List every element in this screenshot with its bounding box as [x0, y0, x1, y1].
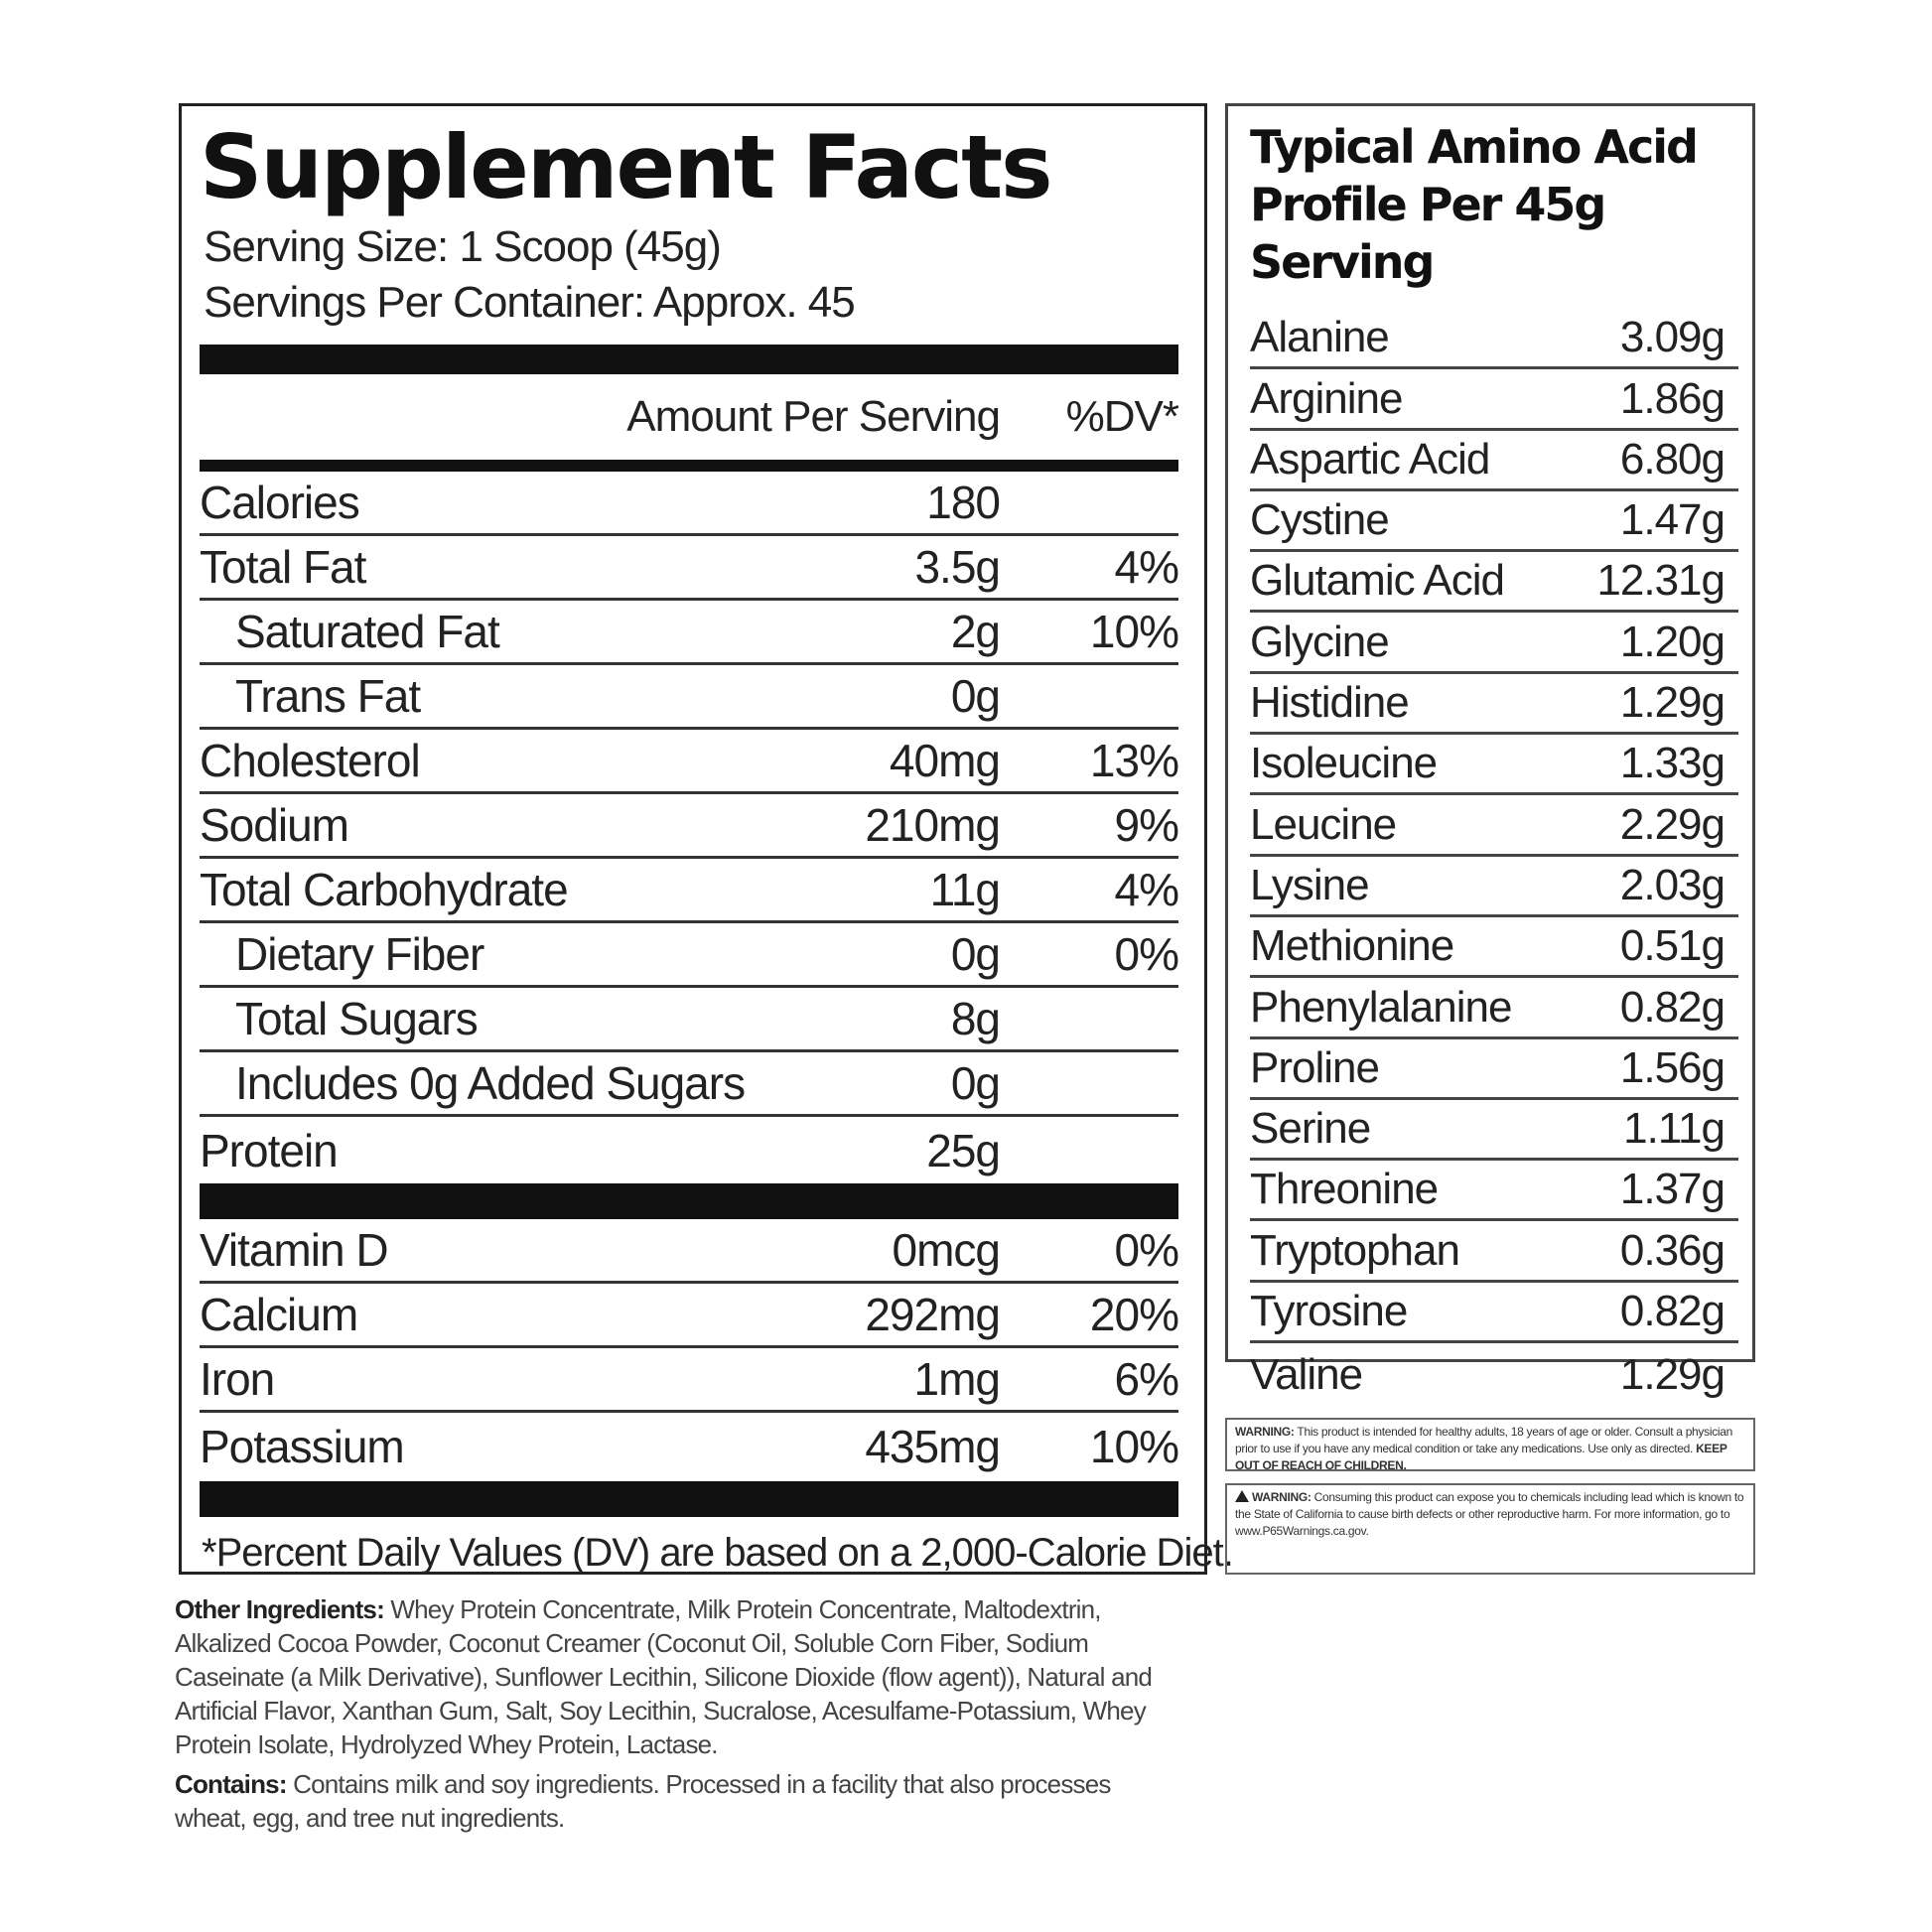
nutrient-amount: 0g: [950, 928, 1000, 980]
amino-name: Proline: [1250, 1042, 1379, 1092]
amino-name: Histidine: [1250, 678, 1409, 728]
warning-bold-text: KEEP OUT OF REACH OF CHILDREN.: [1235, 1442, 1727, 1472]
nutrient-row: [200, 730, 1178, 794]
amino-row: [1250, 613, 1738, 673]
amino-row: [1250, 674, 1738, 735]
nutrient-label: Total Carbohydrate: [200, 864, 568, 915]
nutrient-amount: 25g: [926, 1125, 1000, 1176]
nutrient-amount: 2g: [950, 606, 1000, 657]
amino-row: [1250, 735, 1738, 795]
dv-footnote: *Percent Daily Values (DV) are based on a 2,000-Calorie Diet.: [202, 1531, 1233, 1575]
nutrient-amount: 0g: [950, 670, 1000, 722]
nutrient-amount: 40mg: [889, 735, 1000, 786]
divider-bar: [200, 1481, 1178, 1517]
vitamin-dv: 0%: [1114, 1224, 1178, 1276]
vitamin-dv: 20%: [1089, 1289, 1178, 1340]
amino-value: 6.80g: [1619, 434, 1725, 483]
amino-value: 1.20g: [1619, 617, 1725, 666]
nutrient-row: [200, 536, 1178, 601]
nutrient-label: Includes 0g Added Sugars: [235, 1057, 746, 1109]
amino-row: [1250, 309, 1738, 369]
divider-bar: [200, 345, 1178, 374]
amino-title-line: Profile Per 45g Serving: [1250, 178, 1605, 289]
amino-row: [1250, 431, 1738, 491]
amino-name: Serine: [1250, 1104, 1371, 1154]
amino-value: 2.29g: [1619, 799, 1725, 849]
amino-acid-panel: [1225, 103, 1755, 1400]
nutrient-row: [200, 601, 1178, 665]
warning-label: WARNING:: [1235, 1425, 1295, 1439]
amino-value: 1.29g: [1619, 1350, 1725, 1400]
amino-row: [1250, 1343, 1738, 1404]
amino-row: [1250, 917, 1738, 978]
amino-name: Arginine: [1250, 373, 1403, 423]
nutrient-amount: 3.5g: [914, 541, 1000, 593]
vitamin-row: [200, 1413, 1178, 1477]
other-ingredients-text: Whey Protein Concentrate, Milk Protein Concentrate, Maltodextrin, Alkalized Cocoa Powder, Coconut Creamer (Coconut Oil, Soluble Corn Fiber, Sodium Caseinate (a Milk Derivative), Sunflower Lecithin, Silicone Dioxide (flow agent)), Natural and Artificial Flavor, Xanthan Gum, Salt, Soy Lecithin, Sucralose, Acesulfame-Potassium, Whey Protein Isolate, Hydrolyzed Whey Protein, Lactase.: [175, 1594, 1153, 1759]
amino-name: Glutamic Acid: [1250, 556, 1504, 606]
amino-row: [1250, 491, 1738, 552]
amino-name: Isoleucine: [1250, 739, 1438, 788]
amino-value: 0.36g: [1619, 1225, 1725, 1275]
contains-statement: [175, 1767, 1187, 1835]
contains-text: Contains milk and soy ingredients. Processed in a facility that also processes wheat, egg, and tree nut ingredients.: [175, 1769, 1111, 1833]
amino-name: Phenylalanine: [1250, 982, 1512, 1032]
amino-row: [1250, 1161, 1738, 1221]
amino-row: [1250, 1100, 1738, 1161]
warning-box: [1225, 1418, 1755, 1471]
other-ingredients: [175, 1592, 1187, 1761]
servings-per-container: Servings Per Container: Approx. 45: [204, 278, 855, 327]
nutrient-amount: 8g: [950, 993, 1000, 1044]
amino-name: Aspartic Acid: [1250, 434, 1490, 483]
nutrient-label: Total Sugars: [235, 993, 478, 1044]
amino-list: [1250, 309, 1738, 1404]
amino-name: Threonine: [1250, 1165, 1439, 1214]
vitamin-label: Calcium: [200, 1289, 358, 1340]
amino-value: 1.86g: [1619, 373, 1725, 423]
nutrient-dv: 13%: [1089, 735, 1178, 786]
contains-label: Contains:: [175, 1769, 287, 1799]
nutrient-row: [200, 859, 1178, 923]
warning-text: Consuming this product can expose you to chemicals including lead which is known to the State of California to cause birth defects or other reproductive harm. For more information, go to www.P65Warnings.ca.gov.: [1235, 1490, 1744, 1538]
nutrient-label: Trans Fat: [235, 670, 421, 722]
amino-value: 12.31g: [1596, 556, 1725, 606]
amino-row: [1250, 552, 1738, 613]
amino-name: Methionine: [1250, 921, 1454, 971]
amino-row: [1250, 1221, 1738, 1282]
warning-triangle-icon: [1235, 1490, 1249, 1502]
amino-value: 0.82g: [1619, 982, 1725, 1032]
nutrient-label: Cholesterol: [200, 735, 420, 786]
vitamin-amount: 1mg: [913, 1353, 1000, 1405]
divider-bar: [200, 460, 1178, 472]
amino-row: [1250, 1283, 1738, 1343]
amino-value: 0.82g: [1619, 1287, 1725, 1336]
amino-row: [1250, 369, 1738, 430]
vitamin-label: Vitamin D: [200, 1224, 388, 1276]
amino-value: 0.51g: [1619, 921, 1725, 971]
vitamin-amount: 435mg: [865, 1421, 1000, 1472]
amino-name: Valine: [1250, 1350, 1363, 1400]
amino-title: [1250, 118, 1738, 291]
warning-label: WARNING:: [1252, 1490, 1311, 1504]
amino-value: 3.09g: [1619, 313, 1725, 362]
amino-name: Leucine: [1250, 799, 1397, 849]
amino-value: 1.56g: [1619, 1042, 1725, 1092]
nutrient-label: Calories: [200, 477, 359, 528]
nutrient-dv: 4%: [1114, 864, 1178, 915]
amino-name: Alanine: [1250, 313, 1389, 362]
vitamin-dv: 10%: [1089, 1421, 1178, 1472]
nutrient-label: Dietary Fiber: [235, 928, 484, 980]
nutrient-label: Total Fat: [200, 541, 366, 593]
nutrient-amount: 210mg: [865, 799, 1000, 851]
amino-name: Tryptophan: [1250, 1225, 1459, 1275]
supplement-facts-panel: [179, 103, 1233, 1575]
amino-value: 1.11g: [1623, 1104, 1725, 1154]
nutrient-row: [200, 665, 1178, 730]
amino-value: 1.37g: [1619, 1165, 1725, 1214]
amino-name: Tyrosine: [1250, 1287, 1408, 1336]
header-amount: Amount Per Serving: [626, 392, 1000, 441]
nutrient-row: [200, 1052, 1178, 1117]
amino-value: 2.03g: [1619, 860, 1725, 909]
amino-value: 1.47g: [1619, 495, 1725, 545]
nutrient-amount: 11g: [929, 864, 1000, 915]
divider-bar: [200, 1183, 1178, 1219]
nutrient-row: [200, 794, 1178, 859]
nutrient-dv: 9%: [1114, 799, 1178, 851]
amino-row: [1250, 978, 1738, 1038]
nutrient-dv: 4%: [1114, 541, 1178, 593]
nutrient-amount: 0g: [950, 1057, 1000, 1109]
vitamin-row: [200, 1219, 1178, 1284]
vitamin-row: [200, 1348, 1178, 1413]
prop65-warning-box: [1225, 1483, 1755, 1575]
facts-header-row: [200, 374, 1178, 460]
nutrient-row: [200, 1117, 1178, 1181]
amino-value: 1.33g: [1619, 739, 1725, 788]
nutrient-row: [200, 923, 1178, 988]
nutrient-dv: 0%: [1114, 928, 1178, 980]
nutrient-label: Protein: [200, 1125, 338, 1176]
amino-name: Cystine: [1250, 495, 1389, 545]
facts-title: Supplement Facts: [200, 116, 1051, 218]
other-ingredients-label: Other Ingredients:: [175, 1594, 384, 1624]
nutrient-row: [200, 472, 1178, 536]
vitamin-dv: 6%: [1114, 1353, 1178, 1405]
amino-row: [1250, 857, 1738, 917]
vitamin-amount: 292mg: [865, 1289, 1000, 1340]
amino-row: [1250, 795, 1738, 856]
nutrient-amount: 180: [926, 477, 1000, 528]
serving-size: Serving Size: 1 Scoop (45g): [204, 222, 721, 271]
amino-row: [1250, 1039, 1738, 1100]
vitamin-label: Potassium: [200, 1421, 404, 1472]
nutrient-row: [200, 988, 1178, 1052]
nutrient-dv: 10%: [1089, 606, 1178, 657]
amino-name: Glycine: [1250, 617, 1389, 666]
vitamin-label: Iron: [200, 1353, 275, 1405]
vitamin-row: [200, 1284, 1178, 1348]
amino-title-line: Typical Amino Acid: [1250, 120, 1697, 174]
amino-value: 1.29g: [1619, 678, 1725, 728]
nutrient-label: Saturated Fat: [235, 606, 499, 657]
vitamin-amount: 0mcg: [892, 1224, 1000, 1276]
amino-name: Lysine: [1250, 860, 1369, 909]
header-dv: %DV*: [1065, 392, 1178, 441]
nutrient-label: Sodium: [200, 799, 348, 851]
warning-text: This product is intended for healthy adults, 18 years of age or older. Consult a physician prior to use if you have any medical condition or take any medications. Use only as directed.: [1235, 1425, 1733, 1455]
ingredients-block: [175, 1592, 1187, 1835]
